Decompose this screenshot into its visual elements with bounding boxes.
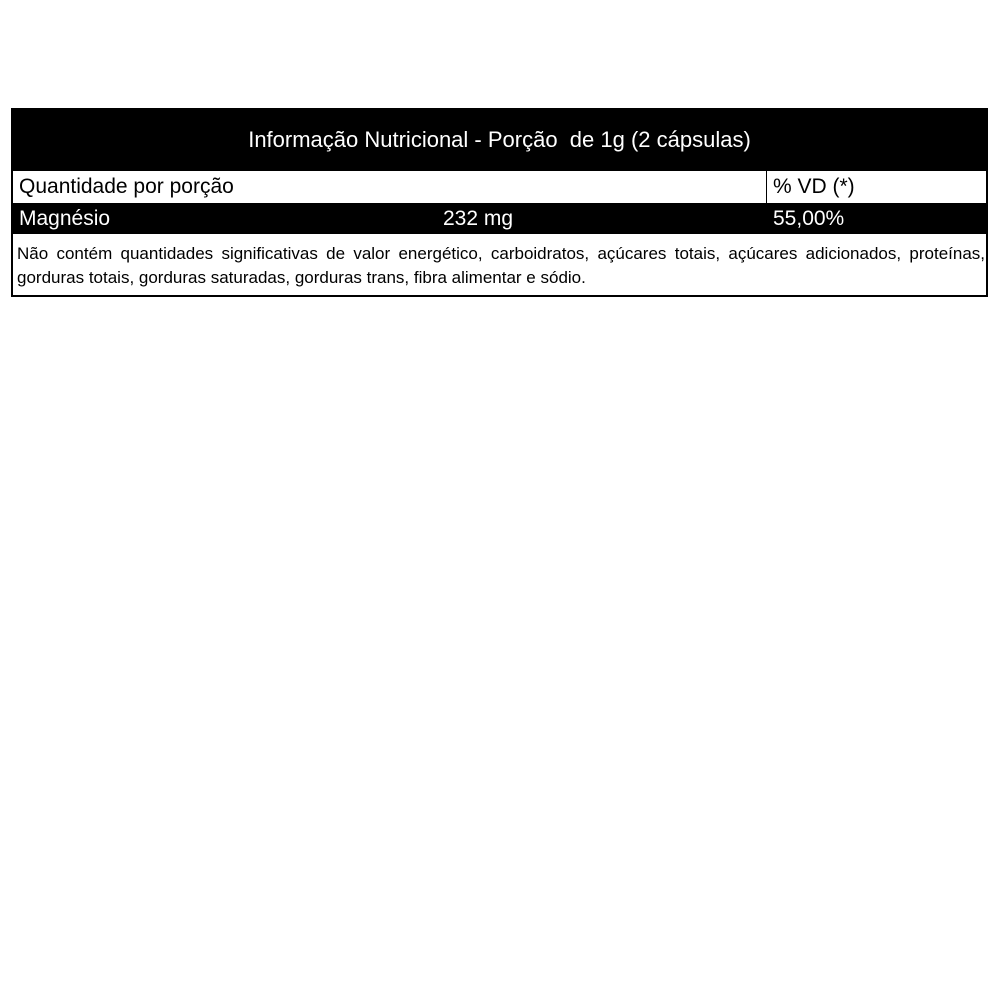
quantity-per-serving-label: Quantidade por porção bbox=[19, 175, 234, 198]
daily-value-header: % VD (*) bbox=[773, 175, 855, 198]
nutrient-row-magnesium bbox=[13, 203, 986, 234]
column-divider bbox=[766, 171, 767, 203]
footnote: Não contém quantidades significativas de valor energético, carboidratos, açúcares totais, açúcares adicionados, proteínas, gorduras totais, gorduras saturadas, gorduras trans, fibra alimentar e sódio. bbox=[17, 244, 985, 287]
nutrient-daily-value: 55,00% bbox=[773, 207, 845, 230]
nutrition-facts-table bbox=[11, 108, 988, 297]
table-header bbox=[13, 110, 986, 170]
quantity-row bbox=[13, 170, 986, 203]
nutrient-amount: 232 mg bbox=[443, 207, 514, 230]
nutrient-name: Magnésio bbox=[19, 207, 111, 230]
table-title: Informação Nutricional - Porção de 1g (2 cápsulas) bbox=[248, 127, 751, 152]
